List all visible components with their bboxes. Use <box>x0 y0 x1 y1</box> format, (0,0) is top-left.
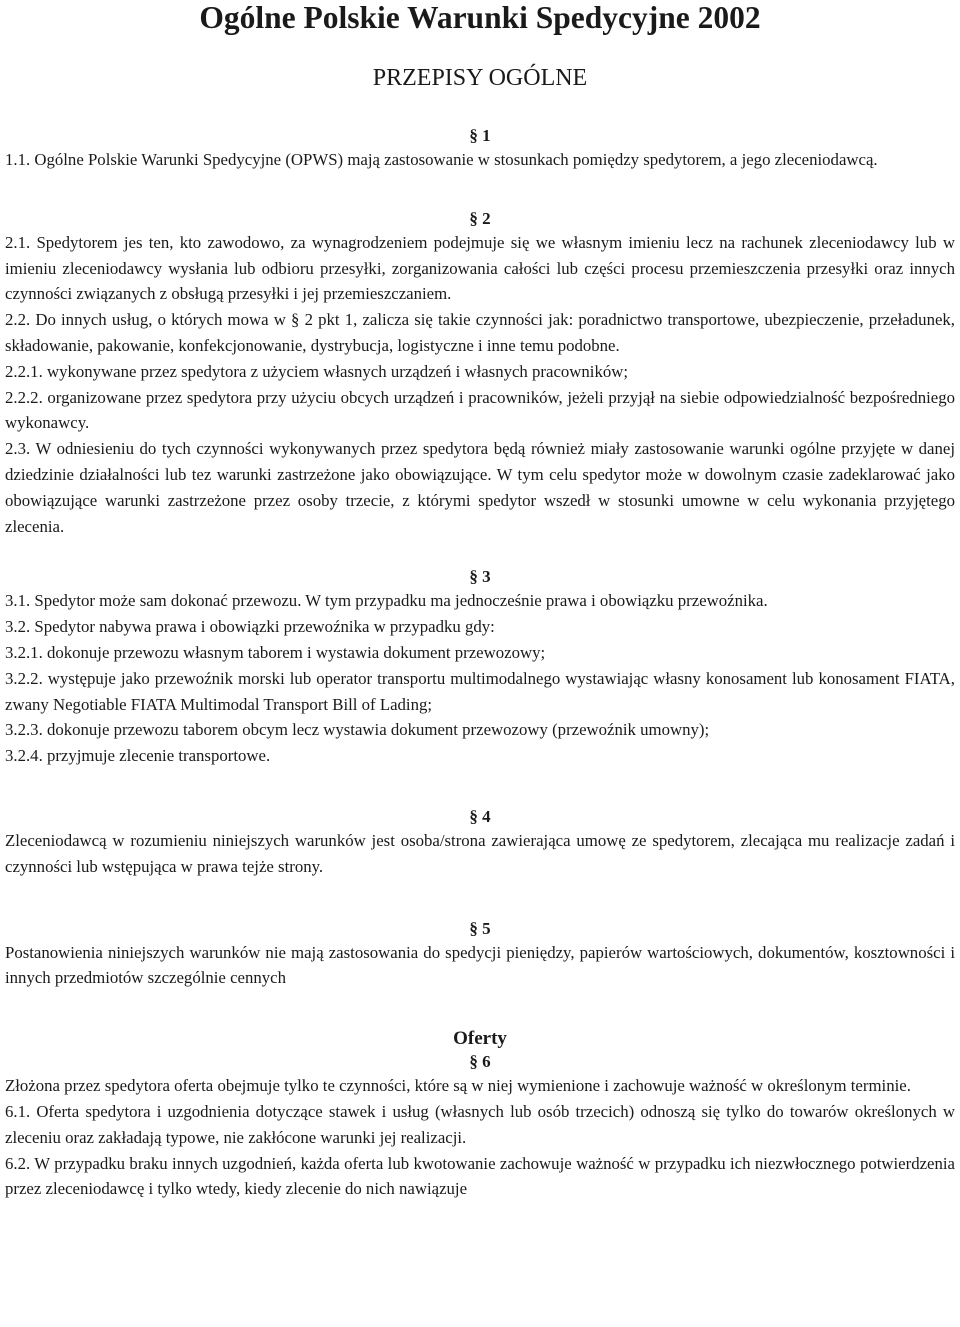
paragraph-4: Zleceniodawcą w rozumieniu niniejszych warunków jest osoba/strona zawierająca umowę ze spedytorem, zlecająca mu realizacje zadań i czynności lub wstępująca w prawa tejże strony. <box>5 830 955 876</box>
paragraph-5: Postanowienia niniejszych warunków nie mają zastosowania do spedycji pieniędzy, papierów wartościowych, dokumentów, kosztowności i innych przedmiotów szczególnie cennych <box>5 942 955 988</box>
document-subtitle: PRZEPISY OGÓLNE <box>372 65 588 91</box>
paragraph-3-1: 3.1. Spedytor może sam dokonać przewozu. W tym przypadku ma jednocześnie prawa i obowiązku przewoźnika. <box>5 591 768 611</box>
section-heading-6: § 6 <box>469 1052 491 1072</box>
paragraph-3-2: 3.2. Spedytor nabywa prawa i obowiązki przewoźnika w przypadku gdy: <box>5 617 495 637</box>
paragraph-3-2-2: 3.2.2. występuje jako przewoźnik morski lub operator transportu multimodalnego wystawiając własny konosament lub konosament FIATA, zwany Negotiable FIATA Multimodal Transport Bill of Lading; <box>5 668 955 714</box>
paragraph-1-1: 1.1. Ogólne Polskie Warunki Spedycyjne (OPWS) mają zastosowanie w stosunkach pomiędzy spedytorem, a jego zleceniodawcą. <box>5 150 878 169</box>
paragraph-2-2-1: 2.2.1. wykonywane przez spedytora z użyciem własnych urządzeń i własnych pracowników; <box>5 361 629 381</box>
paragraph-3-2-1: 3.2.1. dokonuje przewozu własnym taborem i wystawia dokument przewozowy; <box>5 642 546 662</box>
paragraph-2-2: 2.2. Do innych usług, o których mowa w § 2 pkt 1, zalicza się takie czynności jak: poradnictwo transportowe, ubezpieczenie, przeładunek, składowanie, pakowanie, konfekcjonowanie, dystrybucja, logistyczne i inne temu podobne. <box>5 310 955 355</box>
paragraph-2-3: 2.3. W odniesieniu do tych czynności wykonywanych przez spedytora będą również miały zastosowanie warunki ogólne przyjęte w danej dziedzinie działalności lub tez warunki zastrzeżone jako obowiązujące. W tym celu spedytor może w dowolnym czasie zadeklarować jako obowiązujące warunki zastrzeżone przez osoby trzecie, z którymi spedytor wszedł w stosunki umowne w celu wykonania przyjętego zlecenia. <box>5 439 955 536</box>
oferty-heading: Oferty <box>453 1028 507 1050</box>
section-heading-3: § 3 <box>469 567 491 587</box>
section-heading-4: § 4 <box>469 806 491 826</box>
paragraph-6: Złożona przez spedytora oferta obejmuje tylko te czynności, które są w niej wymienione i zachowuje ważność w określonym terminie. <box>5 1076 911 1096</box>
paragraph-3-2-4: 3.2.4. przyjmuje zlecenie transportowe. <box>5 746 271 766</box>
paragraph-2-1: 2.1. Spedytorem jes ten, kto zawodowo, za wynagrodzeniem podejmuje się we własnym imieniu lecz na rachunek zleceniodawcy lub w imieniu zleceniodawcy wysłania lub odbioru przesyłki, zorganizowania całości lub części procesu przemieszczenia przesyłki oraz innych czynności związanych z obsługą przesyłki i jej przemieszczaniem. <box>5 232 955 304</box>
paragraph-6-2: 6.2. W przypadku braku innych uzgodnień, każda oferta lub kwotowanie zachowuje ważność w przypadku ich niezwłocznego potwierdzenia przez zleceniodawcę i tylko wtedy, kiedy zlecenie do nich nawiązuje <box>5 1153 955 1199</box>
paragraph-2-2-2: 2.2.2. organizowane przez spedytora przy użyciu obcych urządzeń i pracowników, jeżeli przyjął na siebie odpowiedzialność bezpośredniego wykonawcy. <box>5 387 955 433</box>
section-heading-1: § 1 <box>469 126 491 145</box>
document-title: Ogólne Polskie Warunki Spedycyjne 2002 <box>199 0 761 35</box>
section-heading-2: § 2 <box>469 208 491 228</box>
paragraph-3-2-3: 3.2.3. dokonuje przewozu taborem obcym lecz wystawia dokument przewozowy (przewoźnik umowny); <box>5 720 710 740</box>
paragraph-6-1: 6.1. Oferta spedytora i uzgodnienia dotyczące stawek i usług (własnych lub osób trzecich) odnoszą się tylko do towarów określonych w zleceniu oraz zakładają typowe, nie zakłócone warunki jej realizacji. <box>5 1101 955 1147</box>
section-heading-5: § 5 <box>469 918 491 938</box>
